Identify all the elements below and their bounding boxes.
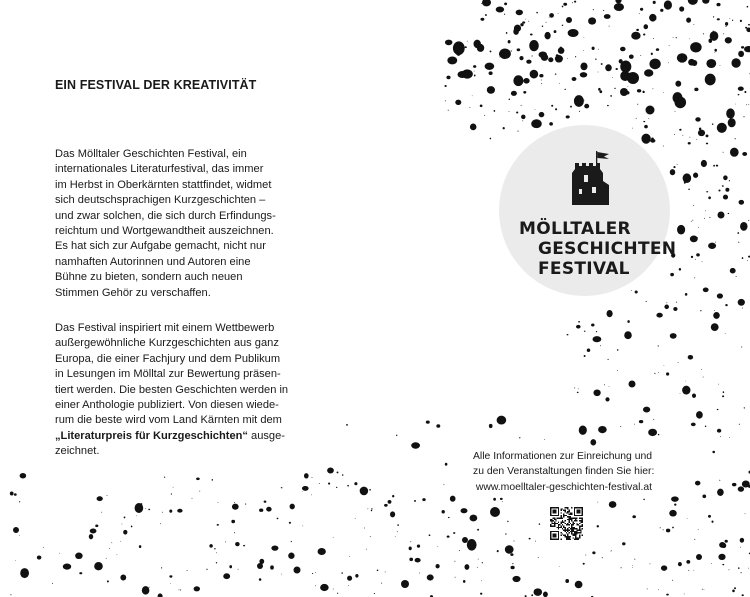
paragraph-line: rum die beste wird vom Land Kärnten mit dem [55,414,282,427]
paragraph-line: im Herbst in Oberkärnten stattfindet, widmet [55,178,272,191]
paragraph-line: Das Mölltaler Geschichten Festival, ein [55,148,247,160]
page-heading: EIN FESTIVAL DER KREATIVITÄT [55,78,257,92]
paragraph-line: tiert werden. Die besten Geschichten werden in [55,383,289,396]
paragraph-competition [55,321,305,460]
paragraph-line: reichtum und Wortgewandtheit auszeichnen. [55,225,274,238]
info-line: zu den Veranstaltungen finden Sie hier: [473,466,655,478]
logo-text-line1: MÖLLTALER [519,219,631,239]
paragraph-line: in Lesungen im Mölltal zur Bewertung präsen- [55,368,281,381]
paragraph-line: sich deutschsprachigen Kurzgeschichten – [55,194,266,207]
info-line: Alle Informationen zur Einreichung und [473,451,653,462]
castle-icon [569,151,611,205]
paragraph-line: einer Anthologie publiziert. Von diesen wiede- [55,399,279,412]
paragraph-line: Das Festival inspiriert mit einem Wettbewerb [55,322,275,334]
info-block [473,449,655,495]
paragraph-line: Stimmen Gehör zu verschaffen. [55,286,211,299]
paragraph-line: und zwar solchen, die sich durch Erfindungs- [55,209,276,222]
paragraph-line: Europa, die einer Fachjury und dem Publikum [55,352,281,365]
paragraph-line: namhaften Autorinnen und Autoren eine [55,255,251,268]
paragraph-line: zeichnet. [55,445,100,458]
qr-code[interactable] [550,507,583,540]
paragraph-line: Bühne zu bieten, sondern auch neuen [55,271,243,284]
festival-logo [499,125,677,296]
award-name: „Literaturpreis für Kurzgeschichten“ [55,429,248,442]
logo-text-line2: GESCHICHTEN [538,239,677,259]
paragraph-line: außergewöhnliche Kurzgeschichten aus ganz [55,337,279,350]
paragraph-line: Es hat sich zur Aufgabe gemacht, nicht nur [55,240,266,253]
logo-text-line3: FESTIVAL [538,259,630,279]
paragraph-line [55,429,305,444]
website-link[interactable]: www.moelltaler-geschichten-festival.at [475,481,652,493]
paragraph-intro [55,147,305,301]
paragraph-line: internationales Literaturfestival, das immer [55,163,264,176]
paragraph-line-end: ausge- [247,429,285,442]
